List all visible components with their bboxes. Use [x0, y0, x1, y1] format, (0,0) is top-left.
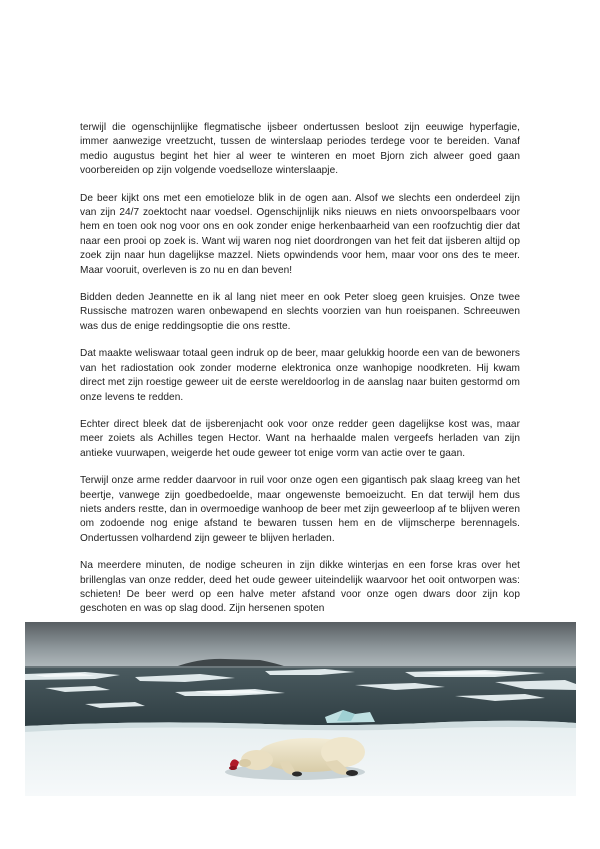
paragraph: Na meerdere minuten, de nodige scheuren in zijn dikke winterjas en een forse kras over het brillenglas van onze redder, deed het oude geweer uiteindelijk waarvoor het ooit ontworpen was: schieten! De beer werd op een halve meter afstand voor onze ogen dwars door zijn kop geschoten en was op slag dood. Zijn hersenen spoten: [80, 560, 520, 615]
paragraph: Terwijl onze arme redder daarvoor in ruil voor onze ogen een gigantisch pak slaag kreeg van het beertje, vanwege zijn goedbedoelde, maar ongewenste bemoeizucht. En dat terwijl hem dus niets anders restte, dan in overmoedige wanhoop de beer met zijn geweerloop af te blijven weren om zodoende nog enige afstand te bewaren tussen hem en de vlijmscherpe berennagels. Ondertussen volhardend zijn geweer te blijven herladen.: [80, 475, 520, 544]
paragraph: Dat maakte weliswaar totaal geen indruk op de beer, maar gelukkig hoorde een van de bewoners van het radiostation ook zonder moderne elektronica onze wanhopige noodkreten. Hij kwam direct met zijn roestige geweer uit de eerste wereldoorlog in de aanslag naar buiten gestormd om onze levens te redden.: [80, 348, 520, 403]
horizon-line: [25, 666, 576, 668]
bear-paw: [346, 770, 358, 776]
article-body: [80, 121, 520, 630]
paragraph: De beer kijkt ons met een emotieloze blik in de ogen aan. Alsof we slechts een onderdeel zijn van zijn 24/7 zoektocht naar voedsel. Ogenschijnlijk niks nieuws en niets onvoorspelbaars voor hem en toen ook nog voor ons en ook zonder enige herkenbaarheid van een roofzuchtig dier dat naar een prooi op zoek is. Want wij waren nog niet doordrongen van het feit dat ijsberen altijd op zoek zijn naar hun dagelijkse mazzel. Niets opwindends voor hem, maar voor ons des te meer. Maar vooruit, overleven is zo nu en dan beven!: [80, 192, 520, 276]
polar-bear-photo: [25, 622, 576, 796]
sky: [25, 622, 576, 670]
paragraph: terwijl die ogenschijnlijke flegmatische ijsbeer ondertussen besloot zijn eeuwige hyperfagie, immer aanwezige vreetzucht, tussen de winterslaap periodes terdege voor te bereiden. Vanaf medio augustus begint het hier al weer te winteren en moet Bjorn zich alweer goed gaan voorbereiden op zijn volgende voedselloze winterslaapje.: [80, 122, 520, 177]
paragraph: Bidden deden Jeannette en ik al lang niet meer en ook Peter sloeg geen kruisjes. Onze twee Russische matrozen waren onbewapend en slechts voorzien van hun roeispanen. Schreeuwen was dus de enige reddingsoptie die ons restte.: [80, 292, 520, 332]
bear-paw: [292, 772, 302, 777]
paragraph: Echter direct bleek dat de ijsberenjacht ook voor onze redder geen dagelijkse kost was, maar meer zoiets als Achilles tegen Hector. Want na herhaalde malen vergeefs herladen van zijn antieke vuurwapen, weigerde het oude geweer tot enige vorm van actie over te gaan.: [80, 418, 520, 459]
